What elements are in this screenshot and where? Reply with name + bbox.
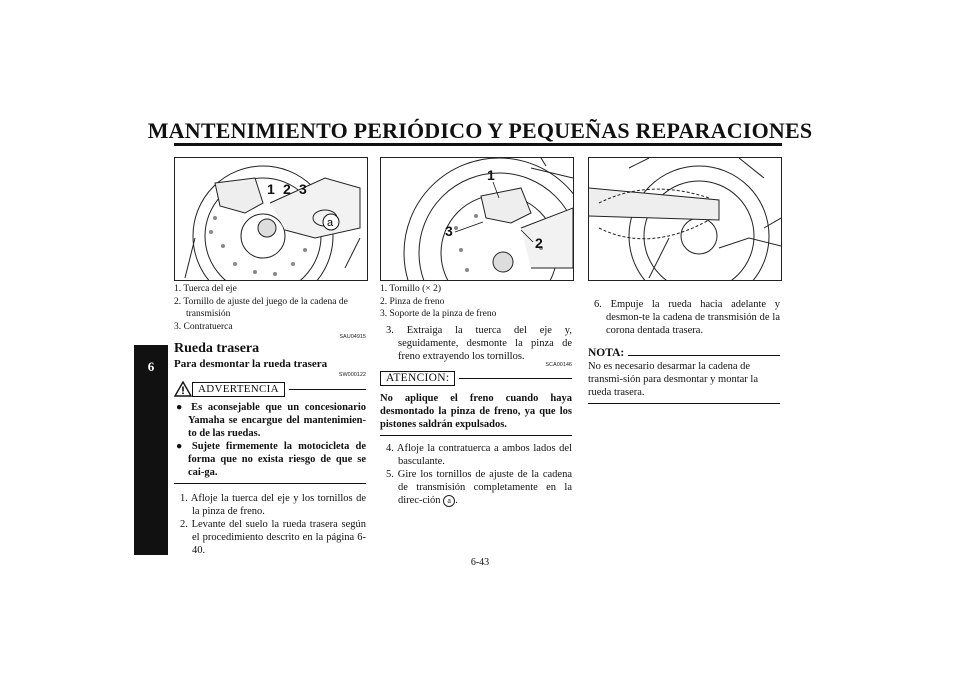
warning-label: ADVERTENCIA [192,382,285,397]
caution-code: SCA00146 [545,362,572,368]
figure-drive-chain [588,157,782,281]
step-4: 4. Afloje la contratuerca a ambos lados del basculante. [386,443,572,467]
callout-2: 2 [283,181,291,197]
callout-a: a [327,217,334,229]
warning-bullet: ● Es aconsejable que un concesionario Yamaha se encargue del mantenimien-to de las ruedas. [176,402,366,439]
step-5: 5. Gire los tornillos de ajuste de la cadena de transmisión completamente en la direc-ción a . [386,469,572,506]
note-end-rule [588,403,780,404]
caution-end-rule [380,435,572,436]
caption-item: 3. Contratuerca [174,321,233,332]
section-code: SAU04915 [339,334,366,340]
warning-bullet: ● Sujete firmemente la motocicleta de forma que no exista riesgo de que se cai-ga. [176,441,366,478]
warning-triangle-icon [174,381,192,397]
warning-end-rule [174,483,366,484]
caution-text: No aplique el freno cuando haya desmontado la pinza de freno, ya que los pistones saldrán expulsados. [380,393,572,430]
header-rule [174,143,782,146]
section-title: Rueda trasera [174,341,260,356]
chapter-tab: 6 [134,345,168,555]
step-6: 6. Empuje la rueda hacia adelante y desmon-te la cadena de transmisión de la corona dentada trasera. [594,299,780,336]
note-block [588,347,780,404]
warning-rule [289,389,366,390]
warning-code: SW000122 [338,372,366,378]
caution-label: ATENCION: [380,371,455,386]
figure-2-captions [380,283,572,321]
caption-item: 2. Pinza de freno [380,296,445,307]
caution-header [380,370,572,386]
caption-item: 1. Tuerca del eje [174,284,237,294]
caption-item: 2. Tornillo de ajuste del juego de la cadena de transmisión [174,296,348,319]
section-subtitle: Para desmontar la rueda trasera [174,358,328,370]
rear-wheel-illustration-1 [175,158,367,280]
callout-3: 3 [445,223,453,239]
direction-a-mark: a [443,495,455,507]
page-number: 6-43 [470,557,490,568]
callout-3: 3 [299,181,307,197]
note-label: NOTA: [588,347,625,359]
note-rule [628,355,780,356]
warning-block [174,381,366,557]
step-2: 2. Levante del suelo la rueda trasera según el procedimiento descrito en la página 6-40. [180,519,366,556]
callout-1: 1 [487,167,495,183]
figure-axle-nut [174,157,368,281]
rear-wheel-illustration-3 [589,158,781,280]
note-text: No es necesario desarmar la cadena de transmi-sión para desmontar y montar la rueda trasera. [588,361,758,398]
caption-item: 1. Tornillo (× 2) [380,284,441,294]
caption-item: 3. Soporte de la pinza de freno [380,309,497,319]
page-title: MANTENIMIENTO PERIÓDICO Y PEQUEÑAS REPARACIONES [147,118,813,143]
step-1: 1. Afloje la tuerca del eje y los tornillos de la pinza de freno. [180,493,366,517]
warning-header [174,381,366,397]
figure-1-captions [174,283,366,333]
figure-brake-caliper [380,157,574,281]
rear-wheel-illustration-2 [381,158,573,280]
callout-2: 2 [535,235,543,251]
caution-block [380,370,572,507]
caution-rule [459,378,572,379]
callout-1: 1 [267,181,275,197]
step-3: 3. Extraiga la tuerca del eje y, seguidamente, desmonte la pinza de freno extrayendo los tornillos. [386,325,572,362]
